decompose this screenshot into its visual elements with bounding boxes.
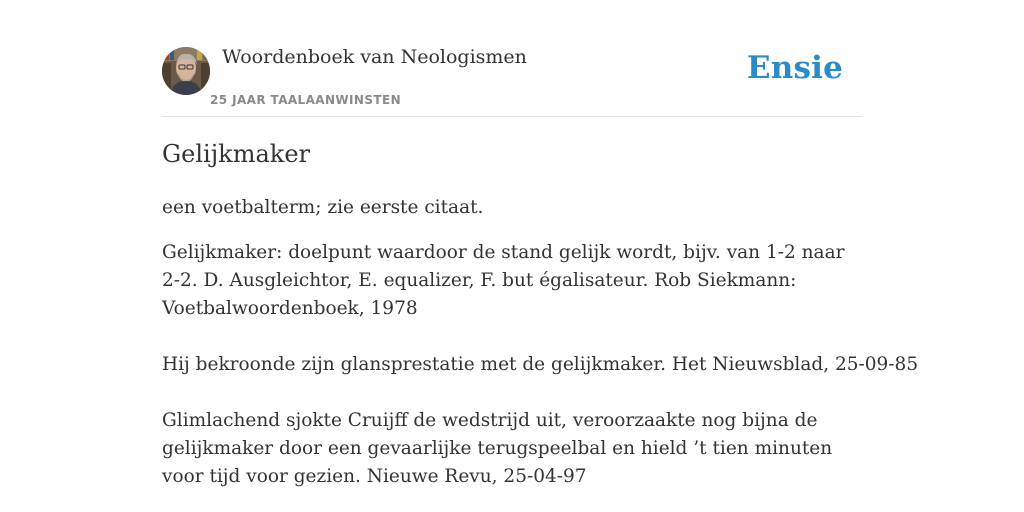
entry-title: Gelijkmaker	[162, 140, 310, 168]
citation-3: Glimlachend sjokte Cruijff de wedstrijd uit, veroorzaakte nog bijna de gelijkmaker door een gevaarlijke terugspeelbal en hield ’t tien minuten voor tijd voor gezien. Nieuwe Revu, 25-04-97	[162, 410, 833, 487]
author-portrait-icon	[162, 47, 210, 95]
page	[162, 0, 919, 487]
site-subtitle: 25 JAAR TAALAANWINSTEN	[210, 93, 402, 107]
ensie-logo-link[interactable]: Ensie	[746, 50, 843, 86]
entry-definition: een voetbalterm; zie eerste citaat.	[162, 197, 484, 218]
citation-1: Gelijkmaker: doelpunt waardoor de stand gelijk wordt, bijv. van 1-2 naar 2-2. D. Ausgleichtor, E. equalizer, F. but égalisateur. Rob Siekmann: Voetbalwoordenboek, 1978	[162, 242, 845, 319]
site-title[interactable]: Woordenboek van Neologismen	[222, 46, 527, 68]
author-avatar[interactable]	[162, 47, 210, 95]
site-header	[162, 0, 862, 117]
citation-2: Hij bekroonde zijn glansprestatie met de gelijkmaker. Het Nieuwsblad, 25-09-85	[162, 354, 919, 375]
